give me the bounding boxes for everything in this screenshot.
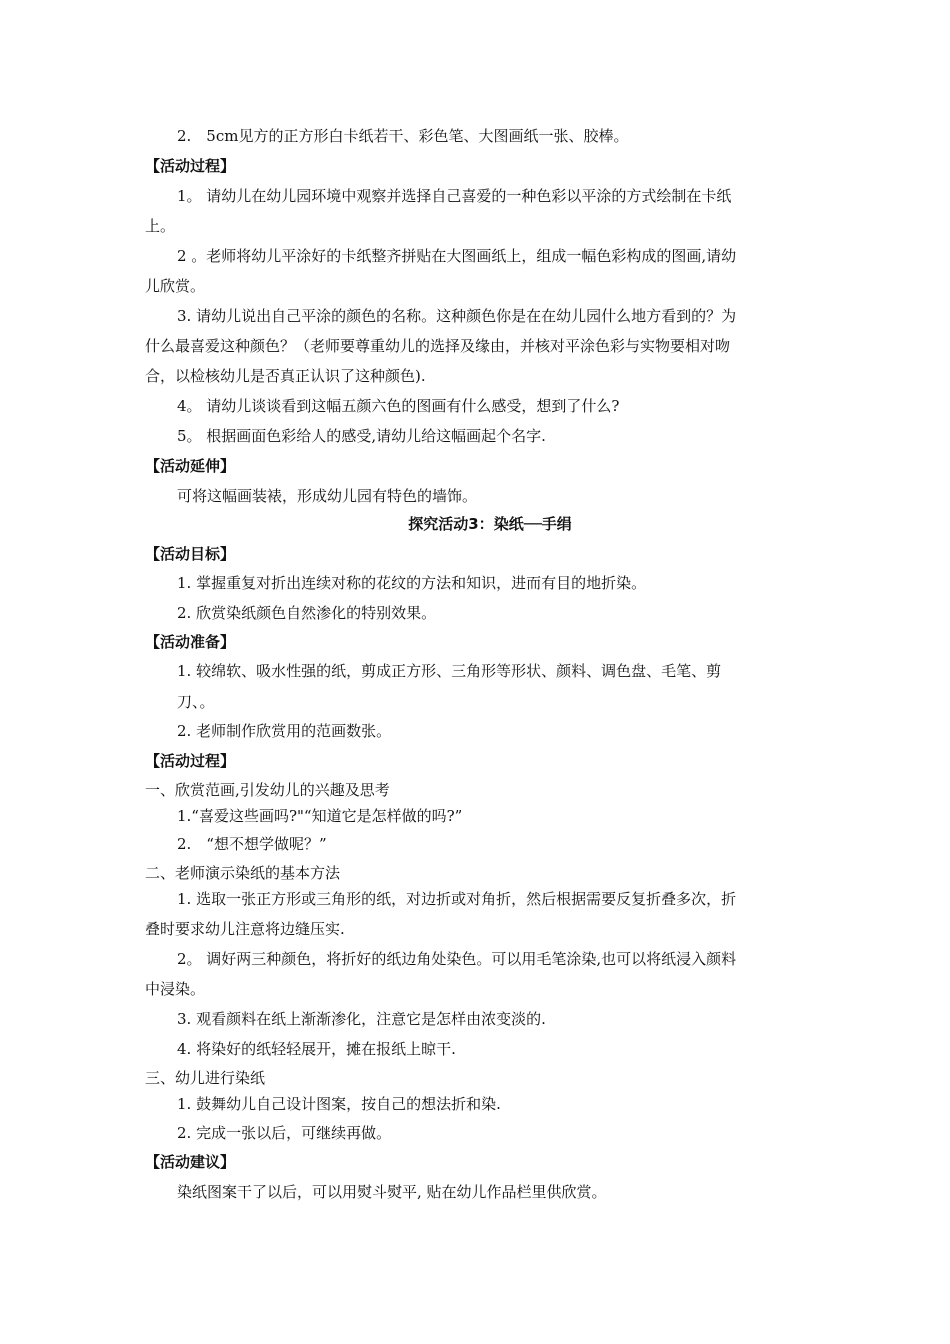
text-line: 上。	[145, 217, 176, 235]
text-line: 1.“喜爱这些画吗?"“知道它是怎样做的吗?”	[177, 807, 463, 825]
text-line: 1. 选取一张正方形或三角形的纸，对边折或对角折，然后根据需要反复折叠多次，折	[177, 890, 737, 908]
text-line: 三、幼儿进行染纸	[145, 1069, 266, 1087]
text-line: 儿欣赏。	[145, 277, 206, 295]
text-line: 2 。老师将幼儿平涂好的卡纸整齐拼贴在大图画纸上，组成一幅色彩构成的图画,请幼	[177, 247, 737, 265]
text-line: 什么最喜爱这种颜色？（老师要尊重幼儿的选择及缘由，并核对平涂色彩与实物要相对吻	[145, 337, 731, 355]
text-line: 3. 请幼儿说出自己平涂的颜色的名称。这种颜色你是在在幼儿园什么地方看到的？为	[177, 307, 737, 325]
text-line: 二、老师演示染纸的基本方法	[145, 864, 341, 882]
section-heading: 【活动过程】	[145, 752, 236, 770]
text-line: 3. 观看颜料在纸上渐渐渗化，注意它是怎样由浓变淡的.	[177, 1010, 546, 1028]
section-heading: 【活动延伸】	[145, 457, 236, 475]
section-heading: 【活动目标】	[145, 545, 236, 563]
text-line: 5。 根据画面色彩给人的感受,请幼儿给这幅画起个名字.	[177, 427, 546, 445]
text-line: 1。 请幼儿在幼儿园环境中观察并选择自己喜爱的一种色彩以平涂的方式绘制在卡纸	[177, 187, 732, 205]
text-line: 2. “想不想学做呢？”	[177, 835, 327, 853]
activity-title: 探究活动3：染纸──手绢	[408, 515, 572, 533]
section-heading: 【活动过程】	[145, 157, 236, 175]
text-line: 可将这幅画装裱，形成幼儿园有特色的墙饰。	[177, 487, 478, 505]
text-line: 1. 掌握重复对折出连续对称的花纹的方法和知识，进而有目的地折染。	[177, 574, 647, 592]
text-line: 2. 完成一张以后，可继续再做。	[177, 1124, 392, 1142]
text-line: 2. 老师制作欣赏用的范画数张。	[177, 722, 392, 740]
text-line: 合，以检核幼儿是否真正认识了这种颜色).	[145, 367, 426, 385]
text-line: 4. 将染好的纸轻轻展开，摊在报纸上晾干.	[177, 1040, 456, 1058]
text-line: 中浸染。	[145, 980, 206, 998]
section-heading: 【活动准备】	[145, 633, 236, 651]
text-line: 叠时要求幼儿注意将边缝压实.	[145, 920, 345, 938]
text-line: 2。 调好两三种颜色，将折好的纸边角处染色。可以用毛笔涂染,也可以将纸浸入颜料	[177, 950, 737, 968]
text-line: 刀、。	[177, 693, 215, 711]
text-line: 2. 欣赏染纸颜色自然渗化的特别效果。	[177, 604, 437, 622]
section-heading: 【活动建议】	[145, 1153, 236, 1171]
text-line: 一、欣赏范画,引发幼儿的兴趣及思考	[145, 781, 390, 799]
text-line: 1. 较绵软、吸水性强的纸，剪成正方形、三角形等形状、颜料、调色盘、毛笔、剪	[177, 662, 722, 680]
text-line: 2. 5cm见方的正方形白卡纸若干、彩色笔、大图画纸一张、胶棒。	[177, 127, 629, 145]
text-line: 4。 请幼儿谈谈看到这幅五颜六色的图画有什么感受，想到了什么?	[177, 397, 620, 415]
text-line: 染纸图案干了以后，可以用熨斗熨平, 贴在幼儿作品栏里供欣赏。	[177, 1183, 607, 1201]
text-line: 1. 鼓舞幼儿自己设计图案，按自己的想法折和染.	[177, 1095, 501, 1113]
